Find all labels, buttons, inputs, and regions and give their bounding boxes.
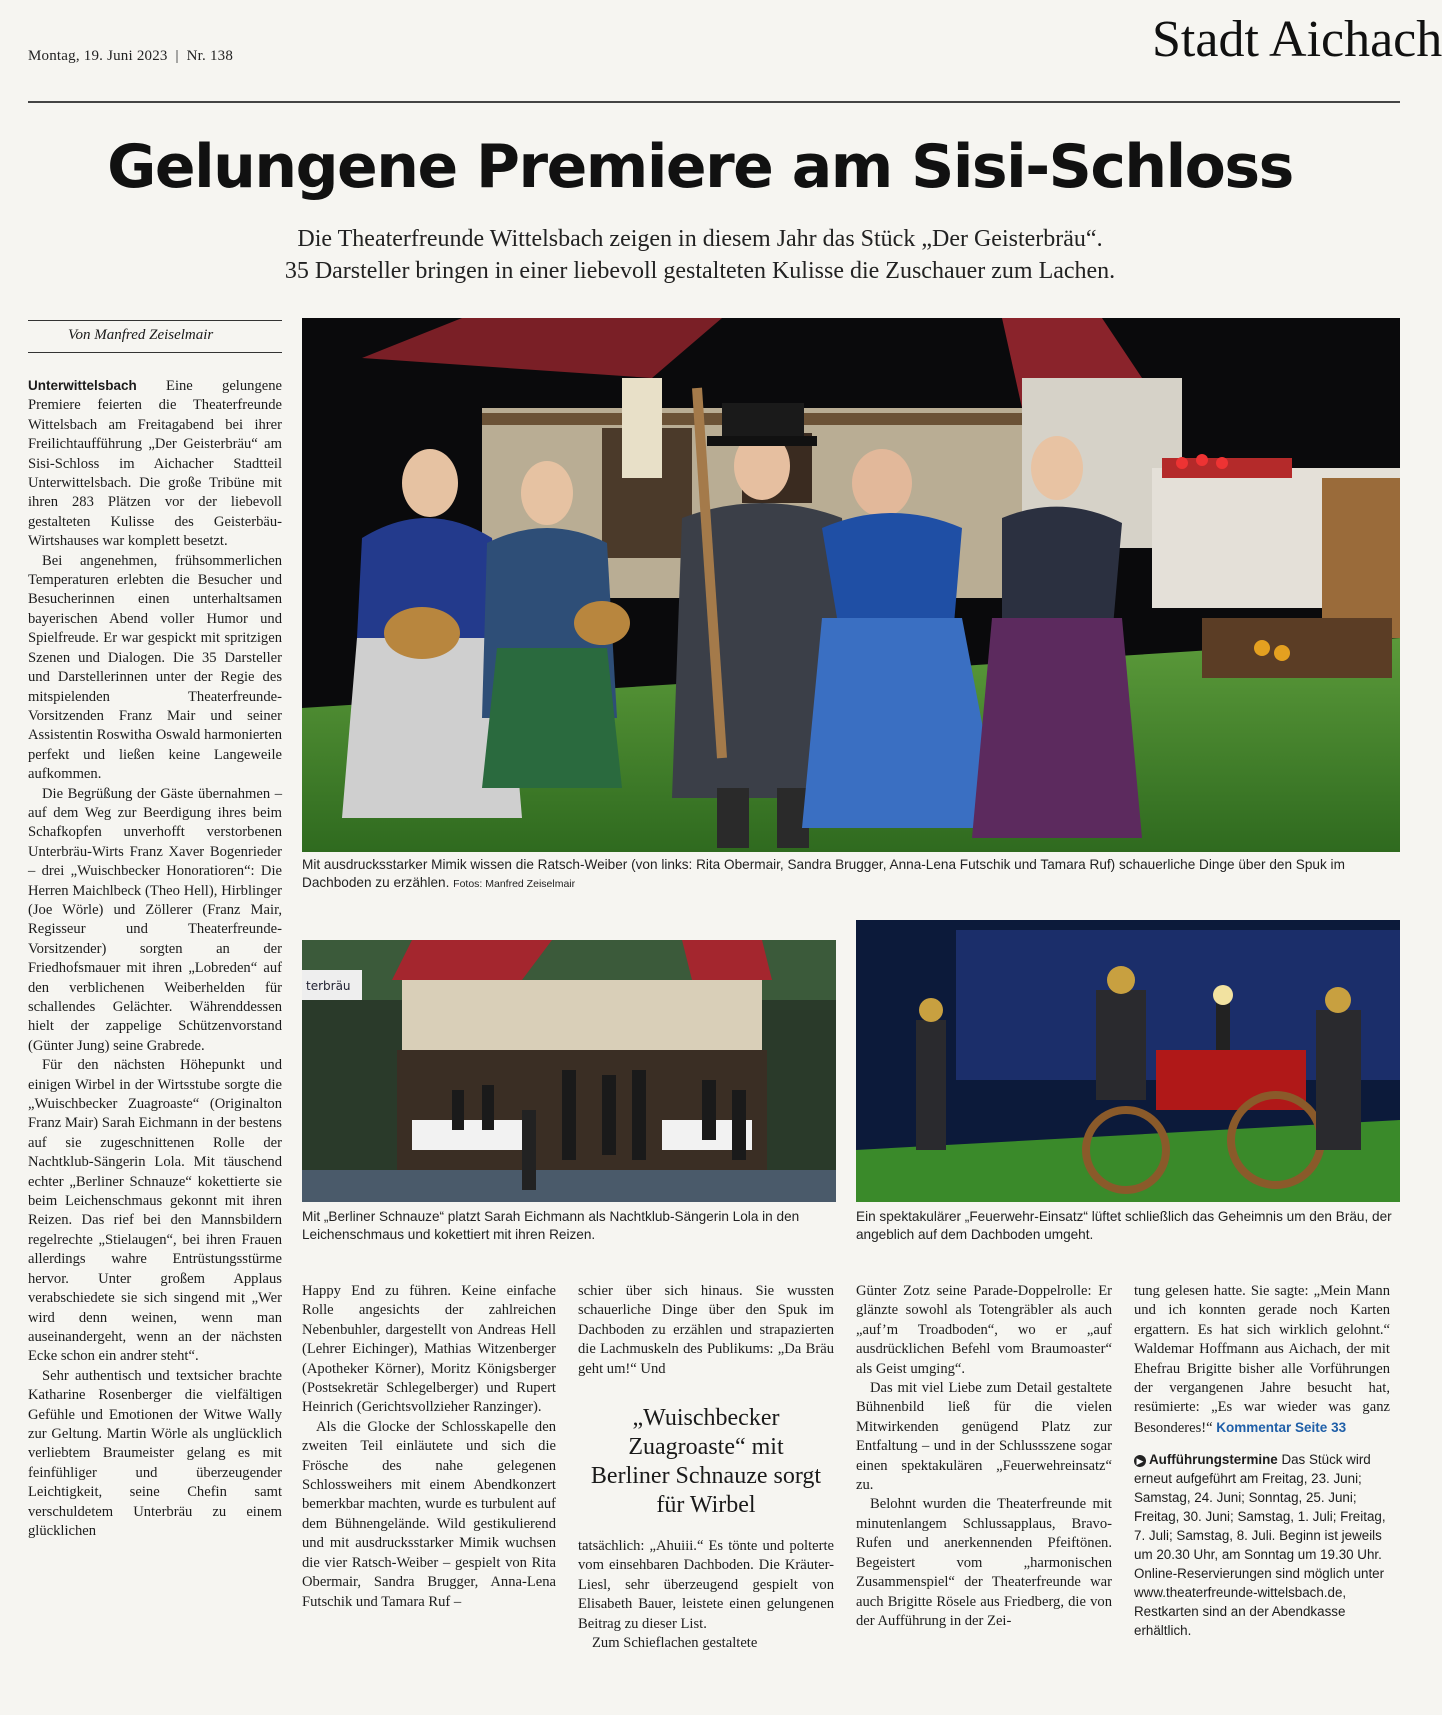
text-column-4 [856,1282,1112,1702]
paragraph: schier über sich hinaus. Sie wussten schauerliche Dinge über den Spuk im Dachboden zu erzählen und strapazierten die Lachmuskeln des Publikums: „Da Bräu geht um!“ Und [578,1283,834,1377]
paragraph: Die Begrüßung der Gäste übernahmen – auf dem Weg zur Beerdigung ihres beim Schafkopfen unverhofft verstorbenen Unterbräu-Wirts Franz Xaver Bogenrieder – drei „Wuischbecker Honoratioren“: Die Herren Maichlbeck (Theo Hell), Hirblinger (Joe Wörle) und Zöllerer (Franz Mair, Regisseur und Theaterfreunde-Vorsitzender) sorgten an der Friedhofsmauer mit ihren „Lobreden“ auf den verblichenen Weiberhelden für schallendes Gelächter. Währenddessen hielt der zappelige Schützenvorstand (Günter Jung) seine Grabrede. [28,785,282,1054]
info-text: Das Stück wird erneut aufgeführt am Freitag, 23. Juni; Samstag, 24. Juni; Sonntag, 25. Juni; Freitag, 30. Juni; Samstag, 1. Juli; Freitag, 7. Juli; Samstag, 8. Juli. Beginn ist jeweils um 20.30 Uhr, am Sonntag um 19.30 Uhr. Online-Reservierungen sind möglich unter www.theaterfreunde-wittelsbach.de, Restkarten sind an der Abendkasse erhältlich. [1134,1452,1386,1639]
fire-brigade-image [856,920,1400,1202]
caption-text: Mit ausdrucksstarker Mimik wissen die Ratsch-Weiber (von links: Rita Obermair, Sandra Brugger, Anna-Lena Futschik und Tamara Ruf) schauerliche Dinge über den Spuk im Dachboden zu erzählen. [302,857,1345,890]
paragraph: Für den nächsten Höhepunkt und einigen Wirbel in der Wirtsstube sorgte die „Wuischbecker Zuagroaste“ (Originalton Franz Mair) Sarah Eichmann in der bestens auf sie zugeschnittenen Rolle der Nachtklub-Sängerin Lola. Mit täuschend echter „Berliner Schnauze“ kokettierte sie beim Leichenschmaus gekonnt mit ihren Reizen. Das rief bei den Mannsbildern regelrechte „Stielaugen“, bei ihren Frauen allerdings wahre Entrüstungsstürme hervor. Unter großem Applaus verabschiedete sie sich singend mit „Wer wird denn weinen, wenn man auseinandergeht, wenn an der nächsten Ecke schon ein andrer steht“. [28,1057,282,1365]
paragraph: Als die Glocke der Schlosskapelle den zweiten Teil einläutete und sich die Frösche des nahe gelegenen Schlossweihers mit einem Abendkonzert bemerkbar machten, wurde es turbulent auf dem Bühnengelände. Wild gestikulierend und mit ausdrucksstarker Mimik wuchsen die vier Ratsch-Weiber – gespielt von Rita Obermair, Sandra Brugger, Anna-Lena Futschik und Tamara Ruf – [302,1418,556,1610]
lola-scene-photo [302,940,836,1202]
inn-sign-text: terbräu [306,979,351,993]
performance-dates-box [1134,1450,1390,1640]
paragraph: Sehr authentisch und textsicher brachte Katharine Rosenberger die vielfältigen Gefühle und Emotionen der Witwe Wally zur Geltung. Martin Wörle als unglücklich verliebtem Braumeister gelang es mit feinfühliger und überzeugender Leichtigkeit, seine Chefin samt verschuldetem Unterbräu zu einem glücklichen [28,1367,282,1539]
masthead-date-line [28,48,233,65]
separator: | [171,48,183,64]
fire-brigade-photo [856,920,1400,1202]
byline: Von Manfred Zeiselmair [68,327,214,343]
subhead-line-2: 35 Darsteller bringen in einer liebevoll gestalteten Kulisse die Zuschauer zum Lachen. [284,258,1116,284]
paragraph: Günter Zotz seine Parade-Doppelrolle: Er glänzte sowohl als Totengräbler als auch „auf’m Troadboden“, wo er „auf ausdrücklichen Befehl vom Braumoaster“ als Geist umging“. [856,1283,1112,1377]
text-column-3 [578,1282,834,1376]
section-title: Stadt Aichach [1152,11,1442,68]
issue-number: Nr. 138 [186,48,234,64]
arrow-right-icon: ▶ [1134,1455,1146,1467]
kommentar-link[interactable]: Kommentar Seite 33 [1216,1419,1347,1435]
article-subhead [120,223,1280,287]
paragraph [28,376,282,552]
info-label: Aufführungstermine [1149,1452,1278,1468]
paragraph-text: Eine gelungene Premiere feierten die Theaterfreunde Wittelsbach am Freitagabend bei ihrer Freilichtaufführung „Der Geisterbräu“ am Sisi-Schloss im Aichacher Stadtteil Unterwittelsbach. Die große Tribüne mit ihren 283 Plätzen vor der liebevoll gestalteten Kulisse des Geisterbäu-Wirtshauses war komplett besetzt. [28,378,282,550]
main-photo-image [302,318,1400,852]
paragraph: Bei angenehmen, frühsommerlichen Temperaturen erlebten die Besucher und Besucherinnen einen unterhaltsamen bayerischen Abend voller Humor und Spielfreude. Er war gespickt mit spritzigen Szenen und Dialogen. Die 35 Darsteller und Darstellerinnen unter der Regie des mitspielenden Theaterfreunde-Vorsitzenden Franz Mair und seiner Assistentin Roswitha Oswald harmonierten perfekt und ließen keine Langeweile aufkommen. [28,552,282,783]
paragraph-text: tung gelesen hatte. Sie sagte: „Mein Mann und ich konnten gerade noch Karten ergattern. Es hat sich wirklich gelohnt.“ Waldemar Hoffmann aus Aichach, der mit Ehefrau Brigitte bisher alle Vorführungen der vergangenen Jahre besucht hat, resümierte: „Es war wieder was ganz Besonderes!“ [1134,1283,1390,1436]
lola-scene-caption: Mit „Berliner Schnauze“ platzt Sarah Eichmann als Nachtklub-Sängerin Lola in den Leichenschmaus und kokettiert mit ihren Reizen. [302,1209,800,1242]
paragraph: Happy End zu führen. Keine einfache Rolle angesichts der zahlreichen Nebenbuhler, dargestellt von Andreas Hell (Lehrer Eichinger), Mathias Witzenberger (Apotheker Körner), Moritz Königsberger (Postsekretär Schlegelberger) und Rupert Heinrich (Gerichtsvollzieher Ranzinger). [302,1283,556,1416]
main-photo [302,318,1400,852]
dateline: Unterwittelsbach [28,378,137,393]
paragraph [1134,1282,1390,1438]
text-column-5 [1134,1282,1390,1702]
photo-credit: Fotos: Manfred Zeiselmair [453,878,576,890]
masthead-divider [28,101,1400,103]
issue-date: Montag, 19. Juni 2023 [28,48,168,64]
paragraph: Belohnt wurden die Theaterfreunde mit minutenlangem Schlussapplaus, Bravo-Rufen und anerkennenden Pfeiftönen. Begeistert vom „harmonischen Zusammenspiel“ der Theaterfreunde war auch Brigitte Rösele aus Friedberg, die von der Aufführung in der Zei- [856,1496,1112,1629]
lola-scene-image [302,940,836,1202]
paragraph: Das mit viel Liebe zum Detail gestaltete Bühnenbild ließ für die vielen Mitwirkenden genügend Platz zur Entfaltung – und in der Schlussszene sogar einen spektakulären „Feuerwehreinsatz“ zu. [856,1380,1112,1494]
text-column-2 [302,1282,556,1702]
subhead-line-1: Die Theaterfreunde Wittelsbach zeigen in diesem Jahr das Stück „Der Geisterbräu“. [297,226,1103,252]
pull-quote: „Wuischbecker Zuagroaste“ mit Berliner Schnauze sorgt für Wirbel [590,1405,822,1518]
fire-brigade-caption: Ein spektakulärer „Feuerwehr-Einsatz“ lüftet schließlich das Geheimnis um den Bräu, der angeblich auf dem Dachboden umgeht. [856,1209,1392,1242]
text-column-3-continued [578,1537,834,1697]
main-photo-caption [302,856,1400,893]
paragraph: tatsächlich: „Ahuiii.“ Es tönte und polterte vom einsehbaren Dachboden. Die Kräuter-Liesl, sehr überzeugend gespielt von Elisabeth Bauer, leistete einen gelungenen Beitrag zu dieser List. [578,1538,834,1632]
paragraph: Zum Schieflachen gestaltete [592,1635,758,1652]
byline-box [28,320,282,353]
text-column-1 [28,376,282,1676]
article-headline: Gelungene Premiere am Sisi-Schloss [107,132,1293,202]
